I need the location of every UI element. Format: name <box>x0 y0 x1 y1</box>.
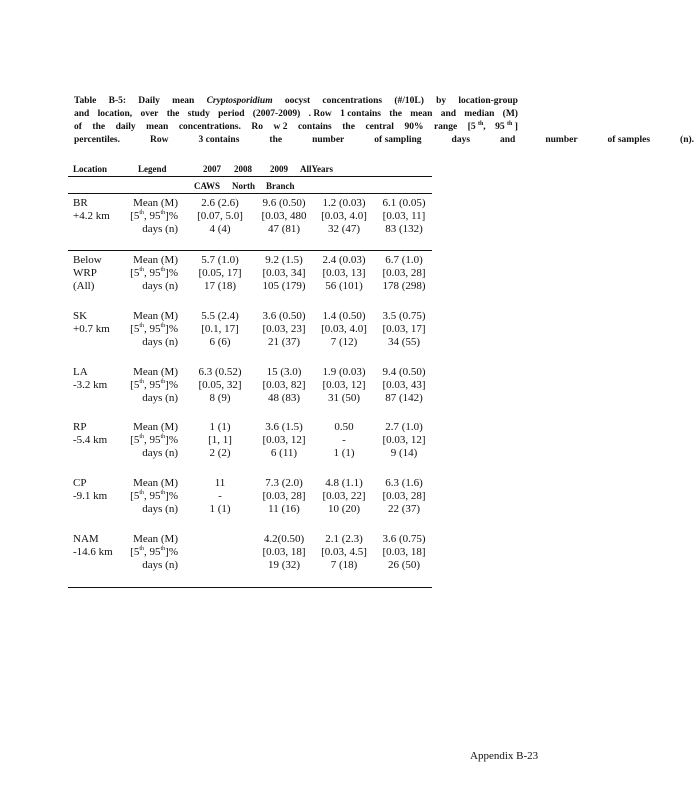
legend-days: days (n) <box>142 503 178 515</box>
caption-word: 90% <box>404 122 424 132</box>
table-cell: [0.07, 5.0] <box>197 210 243 222</box>
table-cell: 2.1 (2.3) <box>325 533 363 545</box>
legend-part: ]% <box>165 490 178 502</box>
table-cell: [0.03, 4.0] <box>321 323 367 335</box>
legend-percentile <box>130 490 178 503</box>
legend-percentile <box>130 323 178 336</box>
legend-mean: Mean (M) <box>133 366 178 378</box>
table-cell: 7 (12) <box>330 336 358 348</box>
table-cell: [0.03, 12] <box>262 434 306 446</box>
legend-sup: th <box>160 267 166 273</box>
header-bottom-rule <box>68 193 432 194</box>
table-cell: [0.03, 18] <box>382 546 426 558</box>
caption-word: (M) <box>502 109 518 119</box>
legend-mean: Mean (M) <box>133 421 178 433</box>
table-cell: [0.03, 480 <box>261 210 307 222</box>
caption-word: number <box>312 135 345 145</box>
header-top-rule <box>68 176 432 177</box>
legend-sup: th <box>139 379 144 385</box>
legend-part: , 95 <box>144 267 161 279</box>
table-cell: 4.8 (1.1) <box>325 477 363 489</box>
caption-word: B-5: <box>108 96 127 106</box>
legend-part: ]% <box>165 267 178 279</box>
table-cell: 1 (1) <box>333 447 355 459</box>
legend-sup: th <box>139 546 144 552</box>
table-cell: 6.3 (0.52) <box>198 366 242 378</box>
table-cell: 6.1 (0.05) <box>382 197 426 209</box>
table-cell: 1.2 (0.03) <box>322 197 366 209</box>
table-cell: [0.03, 23] <box>262 323 306 335</box>
legend-part: [5 <box>130 210 140 222</box>
legend-percentile <box>130 267 178 280</box>
table-cell: [0.03, 12] <box>322 379 366 391</box>
table-cell: [0.03, 43] <box>382 379 426 391</box>
caption-word: location-group <box>458 96 518 106</box>
table-cell: [0.05, 17] <box>198 267 242 279</box>
legend-sup: th <box>139 323 144 329</box>
caption-line-1 <box>74 95 518 108</box>
table-cell: 2.4 (0.03) <box>322 254 366 266</box>
caption-word: (#/10L) <box>394 96 424 106</box>
caption-word: w 2 <box>273 122 288 132</box>
table-cell: 5.7 (1.0) <box>201 254 239 266</box>
table-cell: 2 (2) <box>209 447 231 459</box>
location-label: LA <box>73 366 88 378</box>
table-cell: [0.03, 11] <box>382 210 426 222</box>
table-cell: 6.7 (1.0) <box>385 254 423 266</box>
table-cell: [0.03, 18] <box>262 546 306 558</box>
legend-percentile <box>130 434 178 447</box>
table-cell: [0.03, 17] <box>382 323 426 335</box>
table-cell: 7 (18) <box>330 559 358 571</box>
legend-sup: th <box>160 323 166 329</box>
table-cell: 11 <box>214 477 226 489</box>
table-cell: [0.03, 28] <box>382 490 426 502</box>
legend-sup: th <box>160 434 166 440</box>
table-cell: 1 (1) <box>209 421 231 433</box>
table-cell: [0.03, 34] <box>262 267 306 279</box>
legend-mean: Mean (M) <box>133 533 178 545</box>
caption-percentile-range <box>468 121 518 134</box>
table-cell: [0.03, 28] <box>262 490 306 502</box>
table-cell: 7.3 (2.0) <box>265 477 303 489</box>
caption-word: [5 <box>467 122 476 132</box>
table-cell: 26 (50) <box>387 559 421 571</box>
caption-word: 3 contains <box>198 135 240 145</box>
caption-word: the <box>342 122 355 132</box>
caption-line-3 <box>74 121 518 134</box>
caption-word: and <box>500 135 516 145</box>
legend-part: [5 <box>130 434 140 446</box>
table-cell: 3.6 (0.50) <box>262 310 306 322</box>
caption-word: (2007-2009) <box>252 109 301 119</box>
legend-sup: th <box>160 379 166 385</box>
caption-word: the <box>269 135 283 145</box>
table-cell: [0.03, 22] <box>322 490 366 502</box>
caption-word: mean <box>410 109 433 119</box>
caption-line-2 <box>74 108 518 121</box>
table-cell: 2.7 (1.0) <box>385 421 423 433</box>
legend-part: [5 <box>130 490 140 502</box>
legend-days: days (n) <box>142 280 178 292</box>
table-cell: 4.2(0.50) <box>263 533 305 545</box>
caption-word: oocyst <box>284 96 311 106</box>
legend-part: , 95 <box>144 434 161 446</box>
legend-part: , 95 <box>144 546 161 558</box>
caption-word: period <box>218 109 245 119</box>
caption-word: and <box>74 109 90 119</box>
caption-word: mean <box>146 122 169 132</box>
location-label: (All) <box>73 280 95 292</box>
legend-sup: th <box>160 210 166 216</box>
location-label: -3.2 km <box>73 379 108 391</box>
caption-word: study <box>187 109 210 119</box>
subheader-north: North <box>232 181 255 191</box>
legend-mean: Mean (M) <box>133 254 178 266</box>
caption-word: of samples <box>607 135 651 145</box>
table-cell: [0.03, 4.5] <box>321 546 367 558</box>
table-cell: [0.05, 32] <box>198 379 242 391</box>
legend-part: ]% <box>165 434 178 446</box>
legend-sup: th <box>139 434 144 440</box>
table-cell: 178 (298) <box>382 280 426 292</box>
header-all-years: AllYears <box>300 164 333 174</box>
legend-percentile <box>130 546 178 559</box>
legend-days: days (n) <box>142 336 178 348</box>
caption-word: over <box>140 109 159 119</box>
table-cell: [0.03, 28] <box>382 267 426 279</box>
table-cell: 15 (3.0) <box>266 366 302 378</box>
table-bottom-rule <box>68 587 432 588</box>
table-cell: 6.3 (1.6) <box>385 477 423 489</box>
location-label: +4.2 km <box>73 210 110 222</box>
legend-percentile <box>130 210 178 223</box>
legend-part: , 95 <box>144 490 161 502</box>
caption-word: days <box>451 135 471 145</box>
location-label: NAM <box>73 533 99 545</box>
caption-word: Table <box>74 96 97 106</box>
table-caption <box>74 95 694 147</box>
table-cell: 6 (6) <box>209 336 231 348</box>
caption-word: concentrations <box>322 96 383 106</box>
location-label: +0.7 km <box>73 323 110 335</box>
table-cell: [0.03, 4.0] <box>321 210 367 222</box>
legend-days: days (n) <box>142 447 178 459</box>
location-label: -9.1 km <box>73 490 108 502</box>
table-cell: 0.50 <box>334 421 354 433</box>
table-cell: - <box>342 434 346 446</box>
caption-word: daily <box>115 122 136 132</box>
caption-word: of sampling <box>374 135 422 145</box>
caption-sup: th <box>477 121 484 127</box>
legend-part: ]% <box>165 323 178 335</box>
header-legend: Legend <box>138 164 167 174</box>
legend-part: ]% <box>165 379 178 391</box>
caption-word: 1 contains <box>340 109 381 119</box>
table-cell: 9 (14) <box>390 447 418 459</box>
caption-word: by <box>436 96 447 106</box>
table-cell: [0.03, 13] <box>322 267 366 279</box>
header-location: Location <box>73 164 108 174</box>
location-label: Below <box>73 254 102 266</box>
table-cell: 32 (47) <box>327 223 361 235</box>
location-label: -14.6 km <box>73 546 113 558</box>
table-cell: - <box>218 490 222 502</box>
caption-word: the <box>389 109 402 119</box>
legend-days: days (n) <box>142 559 178 571</box>
table-cell: [0.03, 82] <box>262 379 306 391</box>
table-cell: 22 (37) <box>387 503 421 515</box>
table-cell: [0.03, 12] <box>382 434 426 446</box>
location-label: BR <box>73 197 88 209</box>
table-cell: 10 (20) <box>327 503 361 515</box>
table-cell: 87 (142) <box>385 392 423 404</box>
legend-percentile <box>130 379 178 392</box>
caption-sup: th <box>507 121 513 127</box>
caption-word: Daily <box>138 96 160 106</box>
header-2007: 2007 <box>203 164 221 174</box>
caption-word: Ro <box>251 122 263 132</box>
table-cell: 1 (1) <box>209 503 231 515</box>
table-cell: 34 (55) <box>387 336 421 348</box>
legend-days: days (n) <box>142 392 178 404</box>
legend-part: , 95 <box>144 379 161 391</box>
table-cell: 9.6 (0.50) <box>262 197 306 209</box>
caption-line-4 <box>74 134 694 147</box>
legend-part: [5 <box>130 379 140 391</box>
table-cell: 105 (179) <box>262 280 306 292</box>
table-cell: [0.1, 17] <box>201 323 239 335</box>
caption-word: , <box>483 122 486 132</box>
table-cell: 2.6 (2.6) <box>201 197 239 209</box>
header-2008: 2008 <box>234 164 252 174</box>
legend-part: ]% <box>165 210 178 222</box>
table-cell: 6 (11) <box>270 447 298 459</box>
caption-word: contains <box>297 122 332 132</box>
caption-word: and <box>440 109 457 119</box>
table-cell: 3.6 (0.75) <box>382 533 426 545</box>
table-cell: 48 (83) <box>267 392 301 404</box>
table-cell: 17 (18) <box>203 280 237 292</box>
legend-sup: th <box>160 490 166 496</box>
table-cell: 3.6 (1.5) <box>265 421 303 433</box>
legend-sup: th <box>139 490 144 496</box>
legend-sup: th <box>160 546 166 552</box>
legend-sup: th <box>139 267 144 273</box>
caption-word: median <box>464 109 495 119</box>
legend-part: , 95 <box>144 323 161 335</box>
caption-word: the <box>92 122 106 132</box>
table-cell: [1, 1] <box>208 434 232 446</box>
legend-mean: Mean (M) <box>133 477 178 489</box>
caption-word: 95 <box>495 122 505 132</box>
table-cell: 4 (4) <box>209 223 231 235</box>
table-cell: 11 (16) <box>268 503 300 515</box>
legend-mean: Mean (M) <box>133 310 178 322</box>
table-cell: 56 (101) <box>325 280 363 292</box>
table-cell: 21 (37) <box>267 336 301 348</box>
table-cell: 9.2 (1.5) <box>265 254 303 266</box>
caption-word: . Row <box>308 109 332 119</box>
subheader-branch: Branch <box>266 181 295 191</box>
legend-part: , 95 <box>144 210 161 222</box>
location-label: SK <box>73 310 88 322</box>
table-cell: 9.4 (0.50) <box>382 366 426 378</box>
table-cell: 31 (50) <box>327 392 361 404</box>
legend-mean: Mean (M) <box>133 197 178 209</box>
location-label: WRP <box>73 267 97 279</box>
caption-word: of <box>74 122 82 132</box>
legend-part: ]% <box>165 546 178 558</box>
page-footer: Appendix B-23 <box>470 750 539 762</box>
caption-word: central <box>365 122 394 132</box>
caption-word: (n). <box>680 135 694 145</box>
table-cell: 8 (9) <box>209 392 231 404</box>
location-label: -5.4 km <box>73 434 108 446</box>
caption-word: concentrations. <box>178 122 241 132</box>
table-cell: 3.5 (0.75) <box>382 310 426 322</box>
caption-word: ] <box>514 122 518 132</box>
caption-word: Row <box>150 135 169 145</box>
legend-part: [5 <box>130 267 140 279</box>
table-cell: 19 (32) <box>267 559 301 571</box>
legend-part: [5 <box>130 546 140 558</box>
location-label: CP <box>73 477 87 489</box>
legend-days: days (n) <box>142 223 178 235</box>
table-cell: 1.9 (0.03) <box>322 366 366 378</box>
legend-sup: th <box>139 210 144 216</box>
subheader-caws: CAWS <box>194 181 221 191</box>
table-cell: 1.4 (0.50) <box>322 310 366 322</box>
caption-word: percentiles. <box>74 135 120 145</box>
table-cell: 47 (81) <box>267 223 301 235</box>
caption-species: Cryptosporidium <box>206 96 273 106</box>
caption-word: location, <box>97 109 133 119</box>
table-cell: 5.5 (2.4) <box>201 310 239 322</box>
caption-word: range <box>433 122 458 132</box>
caption-word: the <box>166 109 180 119</box>
location-label: RP <box>73 421 87 433</box>
caption-word: mean <box>172 96 195 106</box>
table-cell: 83 (132) <box>385 223 423 235</box>
caption-word: number <box>545 135 578 145</box>
group-separator-rule <box>68 250 432 251</box>
header-2009: 2009 <box>270 164 288 174</box>
legend-part: [5 <box>130 323 140 335</box>
